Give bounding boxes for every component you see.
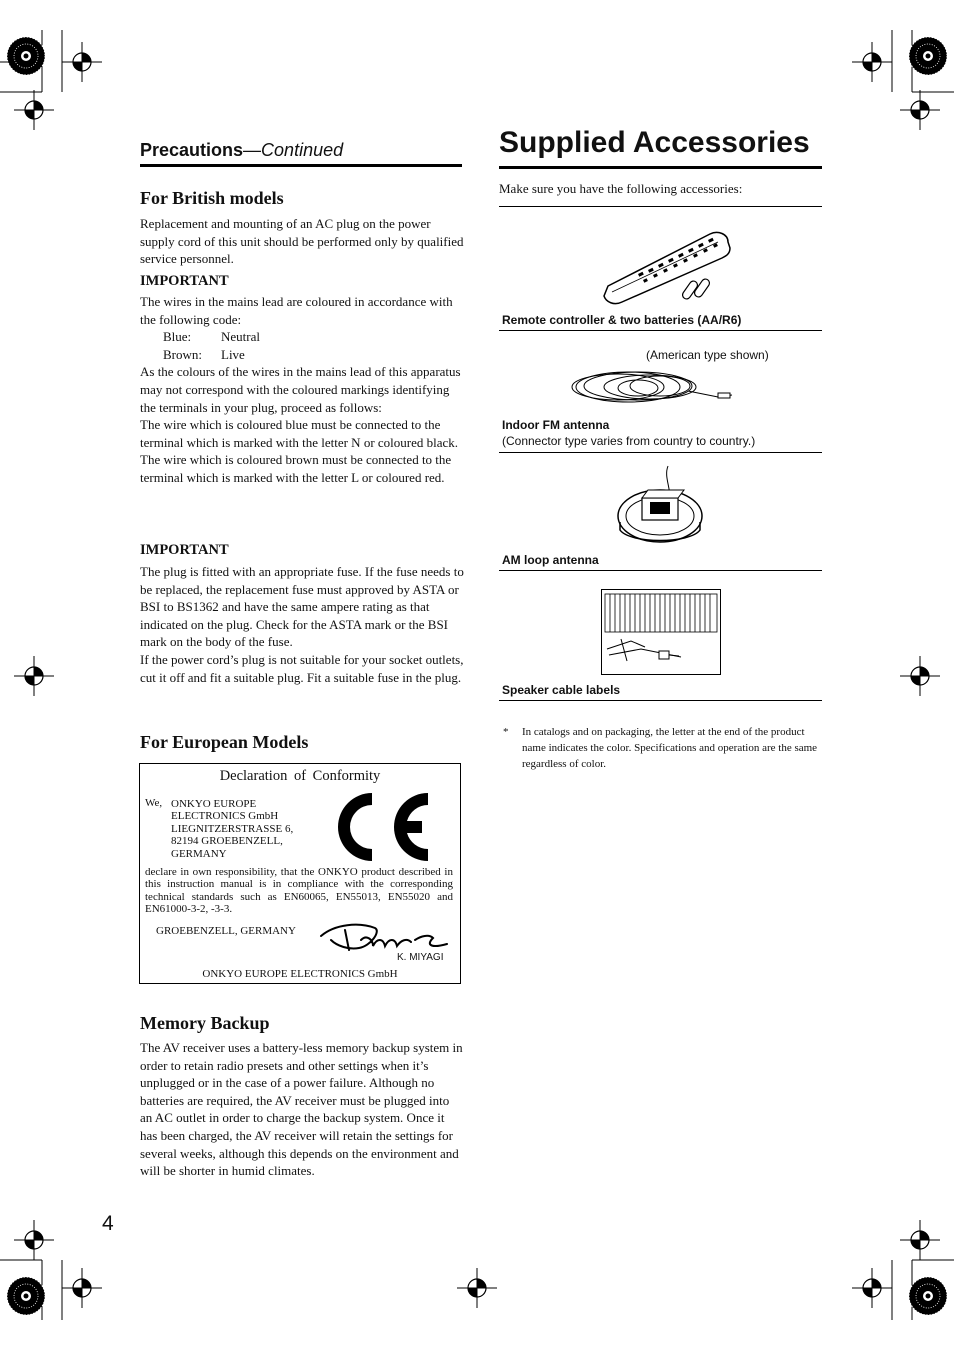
address-line: LIEGNITZERSTRASSE 6, <box>171 822 294 835</box>
british-para-block-2 <box>140 563 464 686</box>
footnote-mark: * <box>503 726 509 738</box>
british-para-5: The wire which is coloured brown must be connected to the terminal which is marked with the letter L or coloured red. <box>140 452 452 485</box>
address-line: ELECTRONICS GmbH <box>171 810 279 823</box>
accessory-note-american: (American type shown) <box>646 348 769 362</box>
fm-antenna-icon <box>568 365 738 411</box>
divider <box>499 330 822 331</box>
register-mark-icon <box>62 1268 102 1308</box>
declaration-of-conformity-box <box>139 763 461 984</box>
color-code-color: Brown: <box>163 346 202 362</box>
british-para-2: The wires in the mains lead are coloured in accordance with the following code: <box>140 294 453 327</box>
register-mark-icon <box>900 656 940 696</box>
footnote-text: In catalogs and on packaging, the letter at the end of the product name indicates the color. Specifications and operation are the same regardless of color. <box>522 726 818 770</box>
color-footnote <box>503 724 823 772</box>
intro-text: Make sure you have the following accessories: <box>499 181 743 196</box>
doc-title: Declaration of Conformity <box>219 768 381 784</box>
accessory-label-fm: Indoor FM antenna <box>502 418 610 432</box>
divider <box>499 452 822 453</box>
color-code-row <box>140 328 464 346</box>
register-mark-icon <box>852 1268 892 1308</box>
memory-backup-para: The AV receiver uses a battery-less memory backup system in order to retain radio presets and other settings when it’s unplugged or in the case of a power failure. Although no batteries are required, the AV receiver must be plugged into an AC outlet in order to charge the backup system. Once it has been charged, the AV receiver will retain the settings for several weeks, although this depends on the environment and will be shorter in humid climates. <box>140 1040 463 1179</box>
accessory-label-remote: Remote controller & two batteries (AA/R6) <box>502 313 742 327</box>
important-heading-2: IMPORTANT <box>140 542 229 558</box>
british-para-block <box>140 293 464 487</box>
star-target-icon <box>906 34 950 78</box>
doc-address <box>171 798 293 860</box>
divider <box>499 700 822 701</box>
section-title-continued: —Continued <box>243 140 344 160</box>
british-para-6: The plug is fitted with an appropriate fuse. If the fuse needs to be replaced, the replacement fuse must approved by ASTA or BSI to BS1362 and have the same ampere rating as that indicated on the plug. Check for the ASTA mark or the BSI mark on the body of the fuse. <box>140 564 464 650</box>
register-mark-icon <box>457 1268 497 1308</box>
important-heading-1: IMPORTANT <box>140 273 229 289</box>
accessory-label-am: AM loop antenna <box>502 553 599 567</box>
address-line: 82194 GROEBENZELL, <box>171 835 283 848</box>
doc-signer: K. MIYAGI <box>397 952 444 963</box>
european-models-heading: For European Models <box>140 732 309 752</box>
star-target-icon <box>4 1274 48 1318</box>
register-mark-icon <box>62 42 102 82</box>
register-mark-icon <box>852 42 892 82</box>
star-target-icon <box>906 1274 950 1318</box>
star-target-icon <box>4 34 48 78</box>
color-code-meaning: Neutral <box>221 329 260 345</box>
accessory-label-speaker: Speaker cable labels <box>502 683 621 697</box>
accessory-note-connector: (Connector type varies from country to country.) <box>502 434 756 448</box>
doc-declare: declare in own responsibility, that the ONKYO product described in this instruction manual is in compliance with the corresponding technical standards such as EN60065, EN55013, EN55020 and EN61000-3-2, -3-3. <box>145 866 453 916</box>
section-title: Precautions <box>140 140 244 160</box>
british-para-1: Replacement and mounting of an AC plug on the power supply cord of this unit should be performed only by qualified service personnel. <box>140 216 464 267</box>
british-models-heading: For British models <box>140 188 284 208</box>
doc-place: GROEBENZELL, GERMANY <box>156 925 296 937</box>
register-mark-icon <box>900 90 940 130</box>
british-para-7: If the power cord’s plug is not suitable for your socket outlets, cut it off and fit a suitable plug. Fit a suitable fuse in the plug. <box>140 651 464 685</box>
color-code-meaning: Live <box>221 346 245 362</box>
page-title: Supplied Accessories <box>499 126 810 159</box>
address-line: ONKYO EUROPE <box>171 798 257 810</box>
color-code-row <box>140 346 464 364</box>
page-number: 4 <box>102 1212 114 1235</box>
section-header <box>140 140 462 167</box>
doc-company: ONKYO EUROPE ELECTRONICS GmbH <box>202 968 398 980</box>
color-code-color: Blue: <box>163 329 192 345</box>
remote-controller-icon <box>598 226 738 306</box>
am-loop-antenna-icon <box>612 464 708 550</box>
doc-we: We, <box>145 797 163 809</box>
memory-backup-heading: Memory Backup <box>140 1013 270 1033</box>
title-rule <box>499 166 822 169</box>
british-para-4: The wire which is coloured blue must be connected to the terminal which is marked with the letter N or coloured black. <box>140 417 459 450</box>
divider <box>499 206 822 207</box>
register-mark-icon <box>900 1220 940 1260</box>
register-mark-icon <box>14 656 54 696</box>
british-para-3: As the colours of the wires in the mains lead of this apparatus may not correspond with the coloured markings identifying the terminals in your plug, proceed as follows: <box>140 364 461 415</box>
ce-mark-icon <box>330 789 434 865</box>
register-mark-icon <box>14 90 54 130</box>
address-line: GERMANY <box>171 847 227 860</box>
speaker-cable-labels-icon <box>601 589 721 675</box>
divider <box>499 570 822 571</box>
register-mark-icon <box>14 1220 54 1260</box>
